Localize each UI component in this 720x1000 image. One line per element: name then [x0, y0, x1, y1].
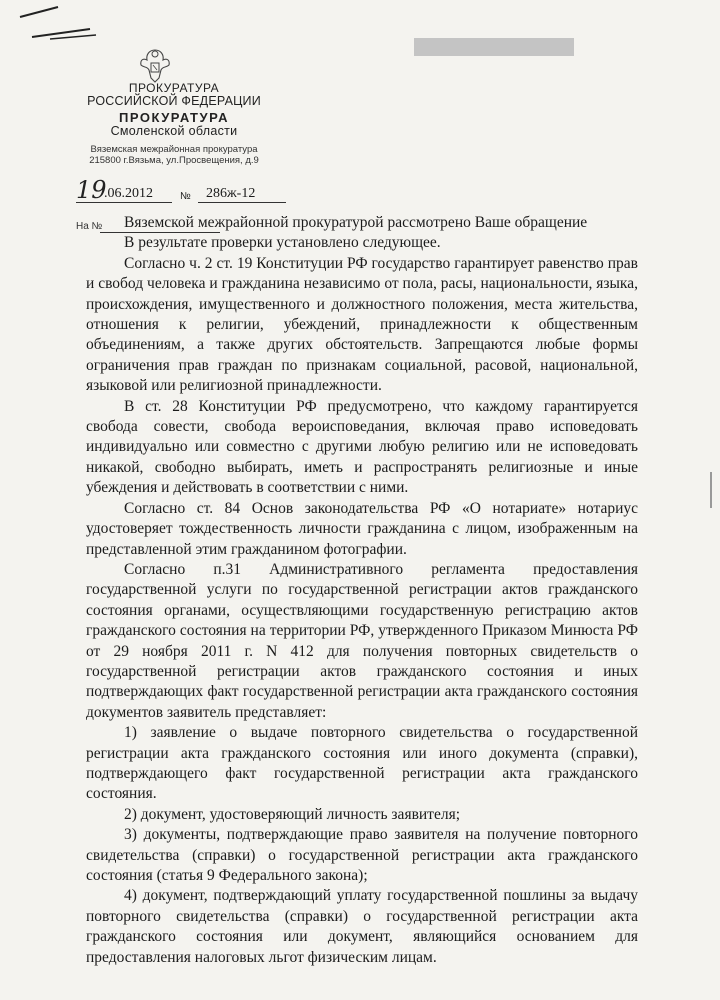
- letter-body: [86, 213, 638, 968]
- number-label: №: [180, 191, 191, 202]
- header-line-prosecutor: ПРОКУРАТУРА: [128, 81, 220, 95]
- right-edge-scan-mark: [706, 470, 716, 510]
- handwritten-scribble: [18, 5, 98, 41]
- paragraph-constitution-art19: Согласно ч. 2 ст. 19 Конституции РФ государство гарантирует равенство прав и свобод человека и гражданина независимо от пола, расы, национальности, языка, происхождения, имущественного и должностного положения, места жительства, отношения к религии, убеждений, принадлежности к общественным объединениям, а также других обстоятельств. Запрещаются любые формы ограничения прав граждан по признакам социальной, расовой, национальной, языковой или религиозной принадлежности.: [86, 254, 638, 395]
- list-item-2: 2) документ, удостоверяющий личность заявителя;: [124, 805, 461, 823]
- header-line-office-name: Вяземская межрайонная прокуратура: [90, 143, 258, 155]
- paragraph-constitution-art28: В ст. 28 Конституции РФ предусмотрено, что каждому гарантируется свобода совести, свобода вероисповедания, включая право исповедовать индивидуально или совместно с другими любую религию или не исповедовать никакой, свободно выбирать, иметь и распространять религиозные и иные убеждения и действовать в соответствии с ними.: [86, 397, 638, 497]
- paragraph-regulation-p31: Согласно п.31 Административного регламента предоставления государственной услуги по государственной регистрации актов гражданского состояния органами, осуществляющими государственную регистрацию актов гражданского состояния на территории РФ, утвержденного Приказом Минюста РФ от 29 ноября 2011 г. N 412 для получения повторных свидетельств о государственной регистрации актов гражданского состояния и иных подтверждающих факт государственной регистрации акта гражданского состояния документов заявитель представляет:: [86, 560, 638, 721]
- header-line-address: 215800 г.Вязьма, ул.Просвещения, д.9: [89, 155, 259, 167]
- list-item-3: 3) документы, подтверждающие право заявителя на получение повторного свидетельства (справки) о государственной регистрации акта гражданского состояния (статья 9 Федерального закона);: [86, 826, 638, 884]
- date-day-handwritten: 19: [76, 176, 107, 204]
- date-number-line: [76, 176, 286, 206]
- letterhead: [56, 82, 292, 167]
- paragraph-result: В результате проверки установлено следующее.: [124, 234, 441, 252]
- reference-label: На №: [76, 221, 103, 232]
- document-number: 286ж-12: [206, 186, 256, 201]
- list-item-4: 4) документ, подтверждающий уплату государственной пошлины за выдачу повторного свидетельства (справки) о государственной регистрации акта гражданского состояния или документ, являющийся основанием для предоставления налоговых льгот физическим лицам.: [86, 887, 638, 966]
- list-item-1: 1) заявление о выдаче повторного свидетельства о государственной регистрации акта гражданского состояния или иного документа (справки), подтверждающего факт государственной регистрации акта гражданского состояния.: [86, 724, 638, 803]
- coat-of-arms-emblem: [138, 46, 172, 84]
- redacted-address: [414, 38, 574, 56]
- paragraph-notary-art84: Согласно ст. 84 Основ законодательства РФ «О нотариате» нотариус удостоверяет тождественность личности гражданина с лицом, изображенным на представленной этим гражданином фотографии.: [86, 499, 638, 558]
- header-line-region: Смоленской области: [110, 124, 238, 139]
- number-underline: [198, 202, 286, 203]
- header-line-prosecutor-office: ПРОКУРАТУРА: [118, 109, 229, 125]
- paragraph-intro: Вяземской межрайонной прокуратурой рассмотрено Ваше обращение: [124, 214, 588, 231]
- date-month-year: .06.2012: [104, 186, 153, 201]
- header-line-russian-federation: РОССИЙСКОЙ ФЕДЕРАЦИИ: [87, 94, 261, 109]
- date-underline: [76, 202, 172, 203]
